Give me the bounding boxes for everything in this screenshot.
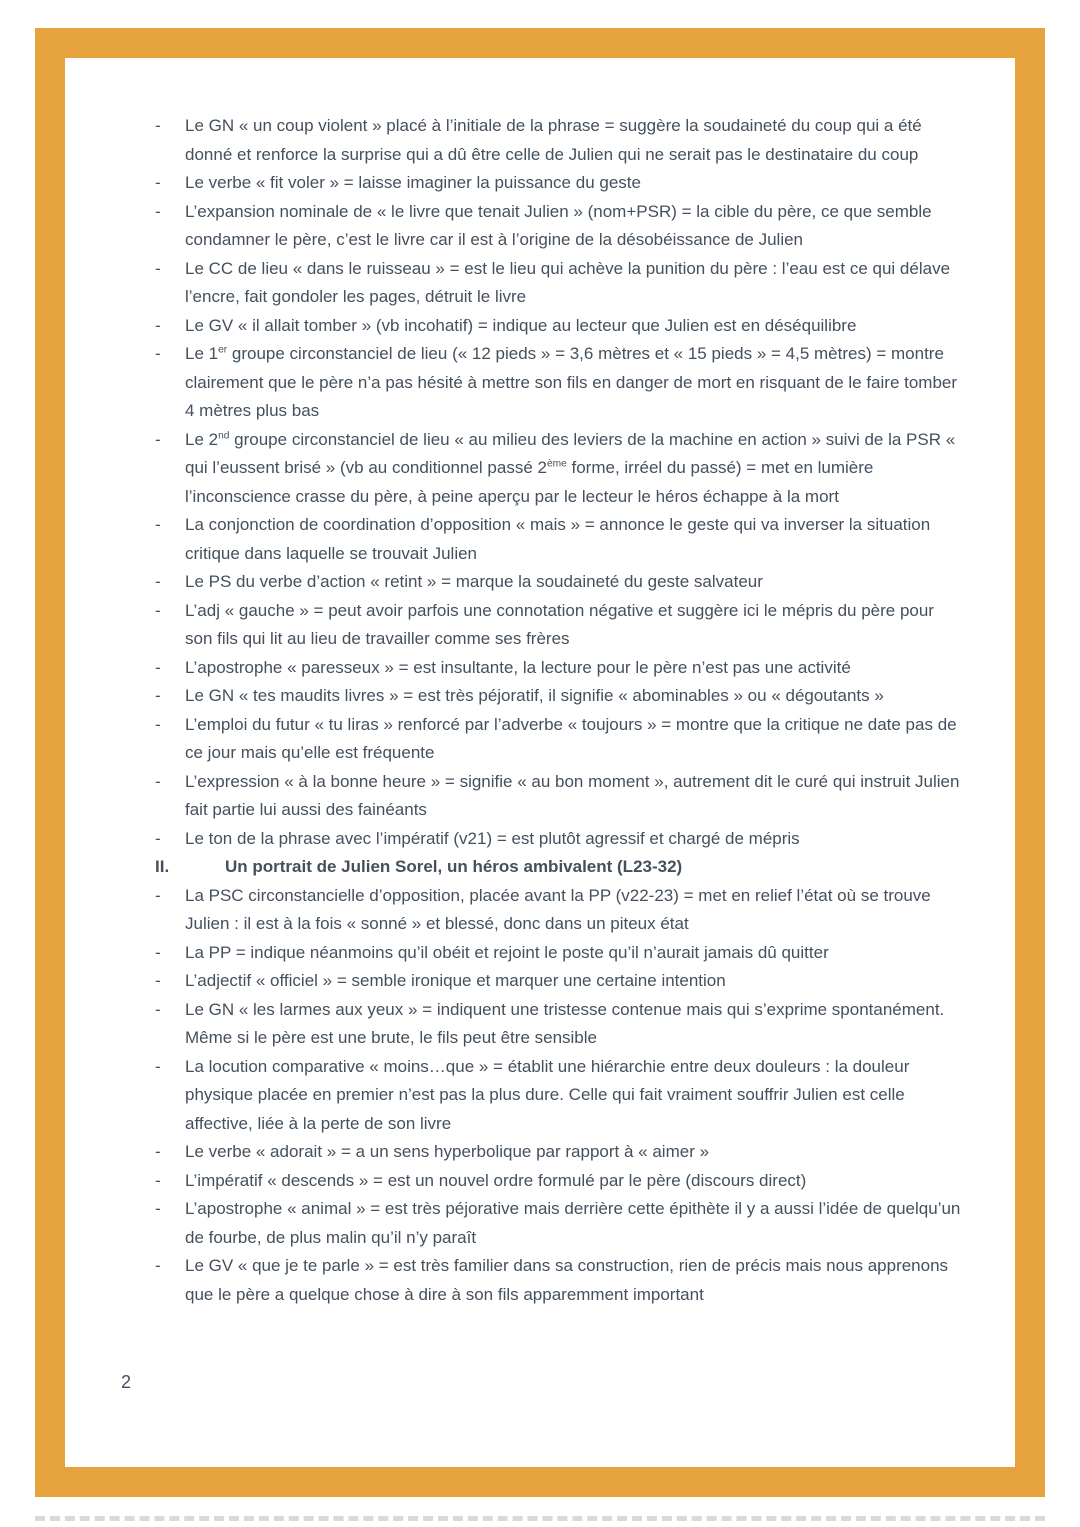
list-item <box>155 1252 961 1309</box>
list-item <box>155 169 961 198</box>
list-item <box>155 255 961 312</box>
document-body <box>155 112 961 1309</box>
bullet-dash: - <box>155 572 161 591</box>
bullet-dash: - <box>155 942 161 962</box>
item-text: La locution comparative « moins…que » = établit une hiérarchie entre deux douleurs : la douleur physique placée en premier n’est pas la plus dure. Celle qui fait vraiment souffrir Julien est celle affective, liée à la perte de son livre <box>185 1056 910 1133</box>
bullet-dash: - <box>155 1170 161 1190</box>
list-item <box>155 996 961 1053</box>
list-item <box>155 682 961 711</box>
bullet-dash: - <box>155 999 161 1019</box>
item-text: Le GV « que je te parle » = est très familier dans sa construction, rien de précis mais nous apprenons que le père a quelque chose à dire à son fils apparemment important <box>185 1256 949 1304</box>
item-text: L’adjectif « officiel » = semble ironique et marquer une certaine intention <box>185 971 726 990</box>
item-text: La conjonction de coordination d’opposition « mais » = annonce le geste qui va inverser la situation critique dans laquelle se trouvait Julien <box>185 515 931 563</box>
bullet-dash: - <box>155 315 161 335</box>
page-number: 2 <box>121 1372 132 1392</box>
bullet-dash: - <box>155 116 161 135</box>
bullet-dash: - <box>155 885 161 905</box>
list-item <box>155 511 961 568</box>
item-text: Le PS du verbe d’action « retint » = marque la soudaineté du geste salvateur <box>185 572 763 591</box>
bullet-dash: - <box>155 771 161 791</box>
section-title: Un portrait de Julien Sorel, un héros ambivalent (L23-32) <box>225 857 683 876</box>
bullet-dash: - <box>155 1056 161 1076</box>
item-text: Le 1er groupe circonstanciel de lieu (« 12 pieds » = 3,6 mètres et « 15 pieds » = 4,5 mètres) = montre clairement que le père n’a pas hésité à mettre son fils en danger de mort en risquant de le faire tomber 4 mètres plus bas <box>185 344 958 420</box>
bullet-dash: - <box>155 657 161 677</box>
list-item <box>155 1167 961 1196</box>
bullet-dash: - <box>155 971 161 990</box>
list-item <box>155 597 961 654</box>
list-item <box>155 198 961 255</box>
list-item <box>155 654 961 683</box>
bullet-dash: - <box>155 1142 161 1161</box>
item-text: La PSC circonstancielle d’opposition, placée avant la PP (v22-23) = met en relief l’état où se trouve Julien : il est à la fois « sonné » et blessé, donc dans un piteux état <box>185 885 931 933</box>
item-text: L’adj « gauche » = peut avoir parfois une connotation négative et suggère ici le mépris du père pour son fils qui lit au lieu de travailler comme ses frères <box>185 600 934 648</box>
bullet-dash: - <box>155 173 161 192</box>
bullet-dash: - <box>155 344 161 363</box>
section-heading <box>155 853 961 882</box>
list-item <box>155 1195 961 1252</box>
bullet-dash: - <box>155 515 161 534</box>
list-item <box>155 939 961 968</box>
bullet-dash: - <box>155 1256 161 1275</box>
item-text: Le ton de la phrase avec l’impératif (v21) = est plutôt agressif et chargé de mépris <box>185 828 800 848</box>
list-item <box>155 825 961 854</box>
list-item <box>155 967 961 996</box>
bullet-dash: - <box>155 714 161 734</box>
item-text: Le verbe « adorait » = a un sens hyperbolique par rapport à « aimer » <box>185 1142 710 1161</box>
item-text: L’apostrophe « animal » = est très péjorative mais derrière cette épithète il y a aussi l’idée de quelqu’un de fourbe, de plus malin qu’il n’y paraît <box>185 1199 961 1247</box>
bullet-dash: - <box>155 600 161 620</box>
list-item <box>155 1053 961 1139</box>
item-text: Le GN « les larmes aux yeux » = indiquent une tristesse contenue mais qui s’exprime spontanément. Même si le père est une brute, le fils peut être sensible <box>185 999 945 1047</box>
bullet-dash: - <box>155 258 161 278</box>
item-text: L’emploi du futur « tu liras » renforcé par l’adverbe « toujours » = montre que la critique ne date pas de ce jour mais qu’elle est fréquente <box>185 714 957 762</box>
list-item <box>155 340 961 426</box>
item-text: Le 2nd groupe circonstanciel de lieu « au milieu des leviers de la machine en action » suivi de la PSR « qui l’eussent brisé » (vb au conditionnel passé 2ème forme, irréel du passé) = met en lumière l’inconscience crasse du père, à peine aperçu par le lecteur le héros échappe à la mort <box>185 429 956 506</box>
bullet-dash: - <box>155 429 161 449</box>
item-text: L’apostrophe « paresseux » = est insultante, la lecture pour le père n’est pas une activité <box>185 657 851 677</box>
list-item <box>155 768 961 825</box>
bullet-dash: - <box>155 201 161 221</box>
bullet-dash: - <box>155 828 161 848</box>
item-text: La PP = indique néanmoins qu’il obéit et rejoint le poste qu’il n’aurait jamais dû quitter <box>185 942 829 962</box>
item-text: Le CC de lieu « dans le ruisseau » = est le lieu qui achève la punition du père : l’eau est ce qui délave l’encre, fait gondoler les pages, détruit le livre <box>185 258 951 306</box>
list-item <box>155 711 961 768</box>
bullet-dash: - <box>155 686 161 705</box>
list-item <box>155 1138 961 1167</box>
bullet-dash: - <box>155 1199 161 1218</box>
item-text: L’impératif « descends » = est un nouvel ordre formulé par le père (discours direct) <box>185 1170 807 1190</box>
item-text: Le GN « tes maudits livres » = est très péjoratif, il signifie « abominables » ou « dégoutants » <box>185 686 884 705</box>
list-item <box>155 882 961 939</box>
next-page-edge <box>35 1516 1045 1521</box>
list-item <box>155 568 961 597</box>
list-item <box>155 112 961 169</box>
item-text: Le GN « un coup violent » placé à l’initiale de la phrase = suggère la soudaineté du coup qui a été donné et renforce la surprise qui a dû être celle de Julien qui ne serait pas le destinataire du coup <box>185 116 922 164</box>
item-text: Le verbe « fit voler » = laisse imaginer la puissance du geste <box>185 173 641 192</box>
list-item <box>155 426 961 512</box>
item-text: L’expression « à la bonne heure » = signifie « au bon moment », autrement dit le curé qui instruit Julien fait partie lui aussi des fainéants <box>185 771 960 819</box>
item-text: L’expansion nominale de « le livre que tenait Julien » (nom+PSR) = la cible du père, ce que semble condamner le père, c’est le livre car il est à l’origine de la désobéissance de Julien <box>185 201 932 249</box>
item-text: Le GV « il allait tomber » (vb incohatif) = indique au lecteur que Julien est en déséquilibre <box>185 315 857 335</box>
list-item <box>155 312 961 341</box>
section-number: II. <box>155 857 170 876</box>
